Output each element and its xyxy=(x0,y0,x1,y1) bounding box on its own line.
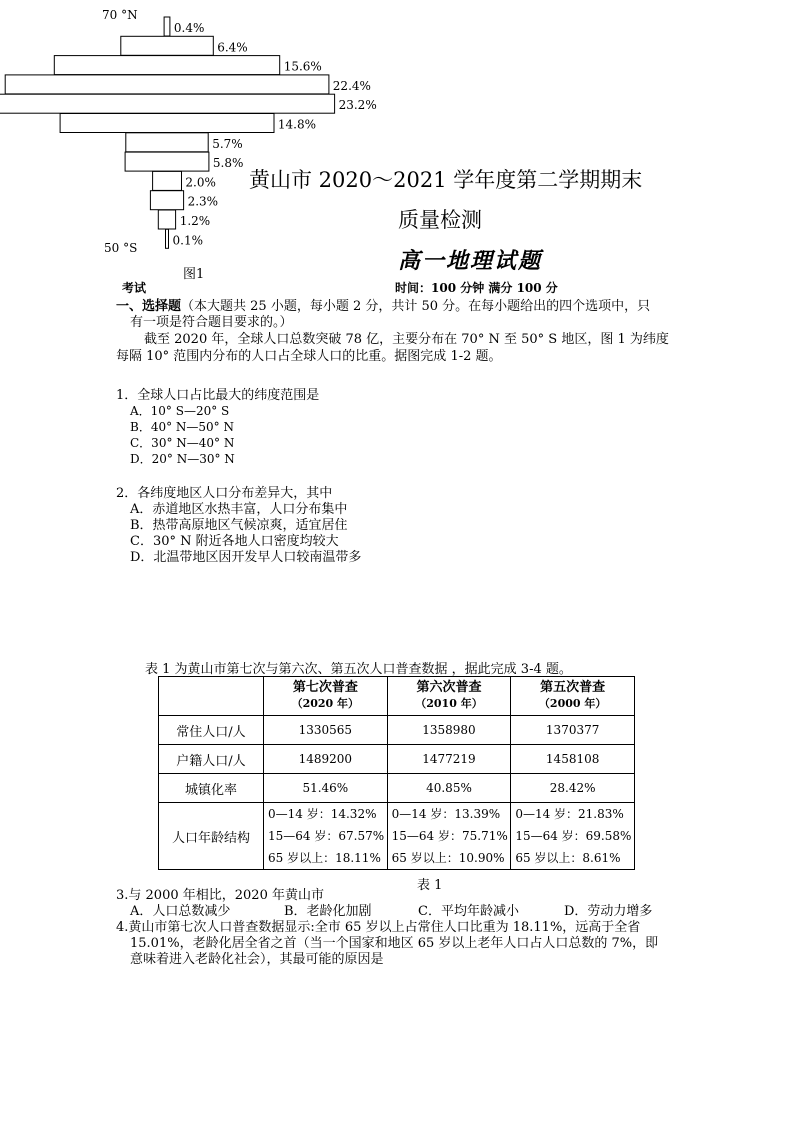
table-cell: 1489200 xyxy=(264,745,388,774)
census-table xyxy=(158,676,635,870)
exam-time-info: 时间：100 分钟 满分 100 分 xyxy=(395,281,558,295)
table-cell: 1358980 xyxy=(387,716,511,745)
q3-option-d: D．劳动力增多 xyxy=(564,904,653,919)
table-header-row xyxy=(159,677,635,716)
q3-option-c: C．平均年龄减小 xyxy=(418,904,519,919)
row-label: 常住人口/人 xyxy=(159,716,264,745)
exam-subject-title: 高一地理试题 xyxy=(398,248,543,274)
age-line: 0—14 岁：21.83% xyxy=(515,807,624,821)
table-header-col3 xyxy=(511,677,635,716)
figure1-bottom-latitude-label: 50 °S xyxy=(104,241,138,255)
section1-heading-rest: （本大题共 25 小题，每小题 2 分，共计 50 分。在每小题给出的四个选项中，只 xyxy=(181,299,651,314)
figure1-caption: 图1 xyxy=(183,267,205,282)
figure1-bar-label: 2.3% xyxy=(187,194,219,209)
q1-option-d: D．20° N—30° N xyxy=(130,452,235,466)
exam-kaoshi-label: 考试 xyxy=(122,281,147,295)
figure1-top-latitude-label: 70 °N xyxy=(102,8,138,22)
col2-year: （2010 年） xyxy=(415,697,483,710)
row-label: 城镇化率 xyxy=(159,774,264,803)
figure1-bar xyxy=(125,152,209,171)
section1-intro-line1: 截至 2020 年，全球人口总数突破 78 亿，主要分布在 70° N 至 50° S 地区，图 1 为纬度 xyxy=(144,332,669,347)
age-line: 0—14 岁：13.39% xyxy=(391,807,501,821)
q2-option-d: D．北温带地区因开发早人口较南温带多 xyxy=(130,550,362,565)
q4-line2: 15.01%，老龄化居全省之首（当一个国家和地区 65 岁以上老年人口占人口总数的 7%，即 xyxy=(130,936,659,951)
table-row xyxy=(159,774,635,803)
table1-caption: 表 1 xyxy=(417,878,443,893)
table-cell: 1330565 xyxy=(264,716,388,745)
col2-name: 第六次普查 xyxy=(416,680,482,695)
table-cell: 40.85% xyxy=(387,774,511,803)
age-line: 15—64 岁：67.57% xyxy=(268,829,385,843)
table-cell: 1458108 xyxy=(511,745,635,774)
q2-option-a: A．赤道地区水热丰富，人口分布集中 xyxy=(130,502,348,517)
q3-option-a: A．人口总数减少 xyxy=(130,904,231,919)
exam-title-line2: 质量检测 xyxy=(398,208,482,232)
table-row xyxy=(159,745,635,774)
figure1-bar-label: 0.1% xyxy=(172,233,203,248)
age-line: 0—14 岁：14.32% xyxy=(268,807,377,821)
figure1-bar-label: 15.6% xyxy=(283,59,322,74)
figure1-bar-label: 23.2% xyxy=(338,98,377,113)
table-cell-age xyxy=(387,803,511,870)
q3-stem: 3.与 2000 年相比，2020 年黄山市 xyxy=(116,888,324,903)
figure1-bar xyxy=(126,133,208,152)
age-line: 15—64 岁：69.58% xyxy=(515,829,632,843)
table-cell: 1477219 xyxy=(387,745,511,774)
col1-name: 第七次普查 xyxy=(292,680,358,695)
age-line: 15—64 岁：75.71% xyxy=(391,829,508,843)
row-label: 户籍人口/人 xyxy=(159,745,264,774)
figure1-bar-label: 6.4% xyxy=(217,40,248,55)
table-header-empty xyxy=(159,677,264,716)
figure1-bar xyxy=(153,171,182,190)
col3-year: （2000 年） xyxy=(538,697,607,710)
section1-heading-line2: 有一项是符合题目要求的。） xyxy=(130,315,293,330)
figure1-bar-label: 5.7% xyxy=(212,136,243,151)
figure1-bar-label: 22.4% xyxy=(332,78,371,93)
table1-intro: 表 1 为黄山市第七次与第六次、第五次人口普查数据 ，据此完成 3-4 题。 xyxy=(145,662,572,677)
figure1-bar xyxy=(5,75,329,94)
table-row-age xyxy=(159,803,635,870)
figure1-bar-label: 14.8% xyxy=(277,117,317,132)
q2-option-c: C．30° N 附近各地人口密度均较大 xyxy=(130,534,339,549)
table-header-col1 xyxy=(264,677,388,716)
figure1-bar-label: 1.2% xyxy=(179,214,211,228)
q1-stem: 1．全球人口占比最大的纬度范围是 xyxy=(116,388,320,403)
figure1-bar xyxy=(54,56,279,75)
figure1-bar xyxy=(164,17,170,36)
figure1-bar xyxy=(0,94,335,113)
q2-stem: 2．各纬度地区人口分布差异大，其中 xyxy=(116,486,333,501)
row-label: 人口年龄结构 xyxy=(159,803,264,870)
table-cell-age xyxy=(511,803,635,870)
q3-option-b: B．老龄化加剧 xyxy=(284,904,372,919)
figure1-bar-label: 0.4% xyxy=(173,21,205,35)
col1-year: （2020 年） xyxy=(291,697,360,710)
q1-option-c: C．30° N—40° N xyxy=(130,436,235,450)
figure1-bar xyxy=(166,229,169,248)
q4-line3: 意味着进入老龄化社会），其最可能的原因是 xyxy=(130,952,384,967)
exam-title-line1: 黄山市 2020～2021 学年度第二学期期末 xyxy=(249,168,643,192)
q1-option-b: B．40° N—50° N xyxy=(130,420,234,434)
figure1-bar-label: 2.0% xyxy=(185,175,216,190)
q2-option-b: B．热带高原地区气候凉爽，适宜居住 xyxy=(130,518,348,533)
section1-intro-line2: 每隔 10° 范围内分布的人口占全球人口的比重。据图完成 1-2 题。 xyxy=(116,349,502,364)
figure1-bar-label: 5.8% xyxy=(212,156,244,171)
age-line: 65 岁以上：10.90% xyxy=(391,851,505,865)
table-cell: 1370377 xyxy=(511,716,635,745)
col3-name: 第五次普查 xyxy=(540,680,606,695)
section1-heading-bold: 一、选择题 xyxy=(116,299,182,314)
figure1-bar xyxy=(60,114,274,133)
table-row xyxy=(159,716,635,745)
table-cell: 28.42% xyxy=(511,774,635,803)
figure1-bar-chart xyxy=(0,0,400,285)
figure1-bar xyxy=(121,36,214,55)
figure1-bar xyxy=(158,210,175,229)
q4-line1: 4.黄山市第七次人口普查数据显示:全市 65 岁以上占常住人口比重为 18.11%，远高于全省 xyxy=(116,920,641,935)
figure1-bar xyxy=(150,191,183,210)
age-line: 65 岁以上：8.61% xyxy=(515,851,621,865)
table-header-col2 xyxy=(387,677,511,716)
table-cell-age xyxy=(264,803,388,870)
q1-option-a: A．10° S—20° S xyxy=(130,404,230,418)
age-line: 65 岁以上：18.11% xyxy=(268,851,381,865)
table-cell: 51.46% xyxy=(264,774,388,803)
